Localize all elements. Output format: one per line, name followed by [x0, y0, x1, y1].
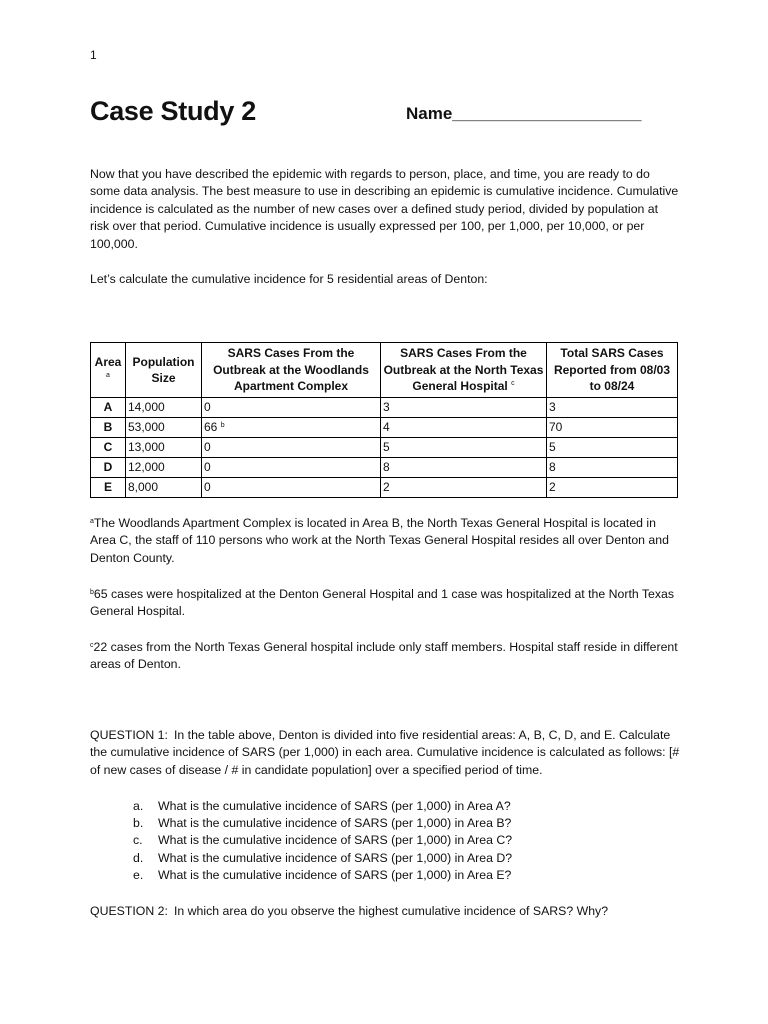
page-number: 1: [90, 48, 97, 62]
list-item-letter: c.: [133, 833, 143, 848]
cell-total-value: 3: [549, 400, 556, 414]
list-item: [90, 815, 512, 832]
header-hospital-label: SARS Cases From the Outbreak at the North Texas General Hospital: [383, 346, 544, 394]
footnote-a-text: The Woodlands Apartment Complex is located in Area B, the North Texas General Hospital is located in Area C, the staff of 110 persons who work at the North Texas General Hospital resides all over Denton and Denton County.: [90, 516, 669, 565]
header-area: [91, 343, 126, 398]
cell-area: [91, 458, 126, 478]
list-item-text: What is the cumulative incidence of SARS (per 1,000) in Area D?: [158, 850, 513, 865]
cell-total: [547, 438, 678, 458]
list-item-text: What is the cumulative incidence of SARS (per 1,000) in Area E?: [158, 867, 512, 882]
cell-woodlands-value: 0: [204, 480, 211, 494]
sars-cases-table: [90, 342, 678, 498]
list-item-text: What is the cumulative incidence of SARS (per 1,000) in Area A?: [158, 799, 511, 813]
cell-area-value: A: [103, 400, 113, 414]
footnote-b-marker: b: [90, 589, 94, 596]
cell-hospital: [381, 418, 547, 438]
cell-area-value: E: [103, 480, 112, 494]
footnote-b: [90, 586, 680, 621]
cell-woodlands-value: 0: [204, 440, 211, 454]
cell-hospital: [381, 478, 547, 498]
cell-area: [91, 418, 126, 438]
table-row: [91, 418, 678, 438]
cell-hospital-value: 4: [383, 420, 390, 434]
footnote-b-text: 65 cases were hospitalized at the Denton General Hospital and 1 case was hospitalized at the North Texas General Hospital.: [90, 587, 675, 619]
list-item: [90, 832, 512, 849]
cell-hospital: [381, 398, 547, 418]
cell-population-value: 13,000: [128, 440, 165, 454]
table-row: [91, 458, 678, 478]
cell-woodlands: [202, 478, 381, 498]
footnote-marker-c: c: [511, 380, 515, 388]
question-2: [90, 903, 680, 920]
cell-total: [547, 418, 678, 438]
cell-area: [91, 478, 126, 498]
table-row: [91, 398, 678, 418]
cell-population-value: 53,000: [128, 420, 165, 434]
cell-hospital-value: 2: [383, 480, 390, 494]
table-header-row: [91, 343, 678, 398]
table-body: [91, 398, 678, 498]
footnote-a-marker: a: [90, 518, 94, 525]
lead-in-paragraph: Let’s calculate the cumulative incidence for 5 residential areas of Denton:: [90, 272, 488, 286]
header-population: Population Size: [126, 343, 202, 398]
title-row: [90, 96, 690, 132]
table-row: [91, 478, 678, 498]
cell-population-value: 8,000: [128, 480, 159, 494]
cell-population: [126, 438, 202, 458]
footnote-c-marker: c: [90, 642, 94, 649]
list-item-letter: e.: [133, 867, 144, 882]
cell-woodlands-value: 66: [204, 420, 218, 434]
cell-total-value: 2: [549, 480, 556, 494]
cell-hospital-value: 5: [383, 440, 390, 454]
list-item-letter: b.: [133, 816, 144, 831]
cell-area: [91, 398, 126, 418]
cell-hospital-value: 8: [383, 460, 390, 474]
intro-paragraph: Now that you have described the epidemic with regards to person, place, and time, you are ready to do some data analysis. The best measure to use in describing an epidemic is cumulative incidence. Cumulative incidence is calculated as the number of new cases over a defined study period, divided by population at risk over that period. Cumulative incidence is usually expressed per 100, per 1,000, per 10,000, or per 100,000.: [90, 167, 679, 251]
cell-total: [547, 478, 678, 498]
list-item-text: What is the cumulative incidence of SARS (per 1,000) in Area C?: [158, 833, 513, 848]
cell-total-value: 8: [549, 460, 556, 474]
question-1-text: In the table above, Denton is divided into five residential areas: A, B, C, D, and E. Calculate the cumulative incidence of SARS (per 1,000) in each area. Cumulative incidence is calculated as follows: [# of new cases of disease / # in candidate population] over a specified period of time.: [90, 728, 680, 777]
footnote-c-text: 22 cases from the North Texas General hospital include only staff members. Hospital staff reside in different areas of Denton.: [90, 640, 678, 672]
header-area-label: Area: [94, 354, 122, 369]
question-2-text: In which area do you observe the highest cumulative incidence of SARS? Why?: [174, 904, 609, 918]
cell-woodlands-value: 0: [204, 400, 211, 414]
question-1: [90, 727, 680, 779]
cell-hospital: [381, 458, 547, 478]
list-item: [90, 867, 512, 884]
footnote-marker-a: a: [106, 372, 110, 379]
cell-population: [126, 458, 202, 478]
cell-hospital-value: 3: [383, 400, 390, 414]
cell-area-value: C: [103, 440, 113, 454]
cell-woodlands-value: 0: [204, 460, 211, 474]
list-item-letter: a.: [133, 799, 144, 813]
header-woodlands: SARS Cases From the Outbreak at the Woodlands Apartment Complex: [202, 343, 381, 398]
list-item: [90, 798, 512, 815]
footnote-marker-b: b: [220, 422, 225, 429]
cell-area: [91, 438, 126, 458]
cell-total-value: 70: [549, 420, 563, 434]
question-2-label: QUESTION 2:: [90, 904, 168, 918]
table-row: [91, 438, 678, 458]
cell-total: [547, 398, 678, 418]
question-1-subquestions: [90, 798, 512, 884]
cell-population-value: 12,000: [128, 460, 165, 474]
page-title: Case Study 2: [90, 96, 256, 126]
cell-population: [126, 418, 202, 438]
list-item: [90, 850, 512, 867]
cell-hospital: [381, 438, 547, 458]
cell-area-value: B: [103, 420, 113, 434]
cell-total-value: 5: [549, 440, 556, 454]
cell-area-value: D: [103, 460, 113, 474]
cell-woodlands: [202, 438, 381, 458]
footnote-c: [90, 639, 680, 674]
cell-population: [126, 478, 202, 498]
cell-woodlands: [202, 418, 381, 438]
list-item-letter: d.: [133, 850, 144, 865]
footnote-a: [90, 515, 680, 567]
cell-woodlands: [202, 398, 381, 418]
cell-population: [126, 398, 202, 418]
cell-woodlands: [202, 458, 381, 478]
cell-total: [547, 458, 678, 478]
name-field[interactable]: Name____________________: [406, 104, 642, 123]
list-item-text: What is the cumulative incidence of SARS (per 1,000) in Area B?: [158, 816, 512, 831]
question-1-label: QUESTION 1:: [90, 728, 168, 742]
cell-population-value: 14,000: [128, 400, 165, 414]
header-total: Total SARS Cases Reported from 08/03 to 08/24: [547, 343, 678, 398]
header-hospital: [381, 343, 547, 398]
